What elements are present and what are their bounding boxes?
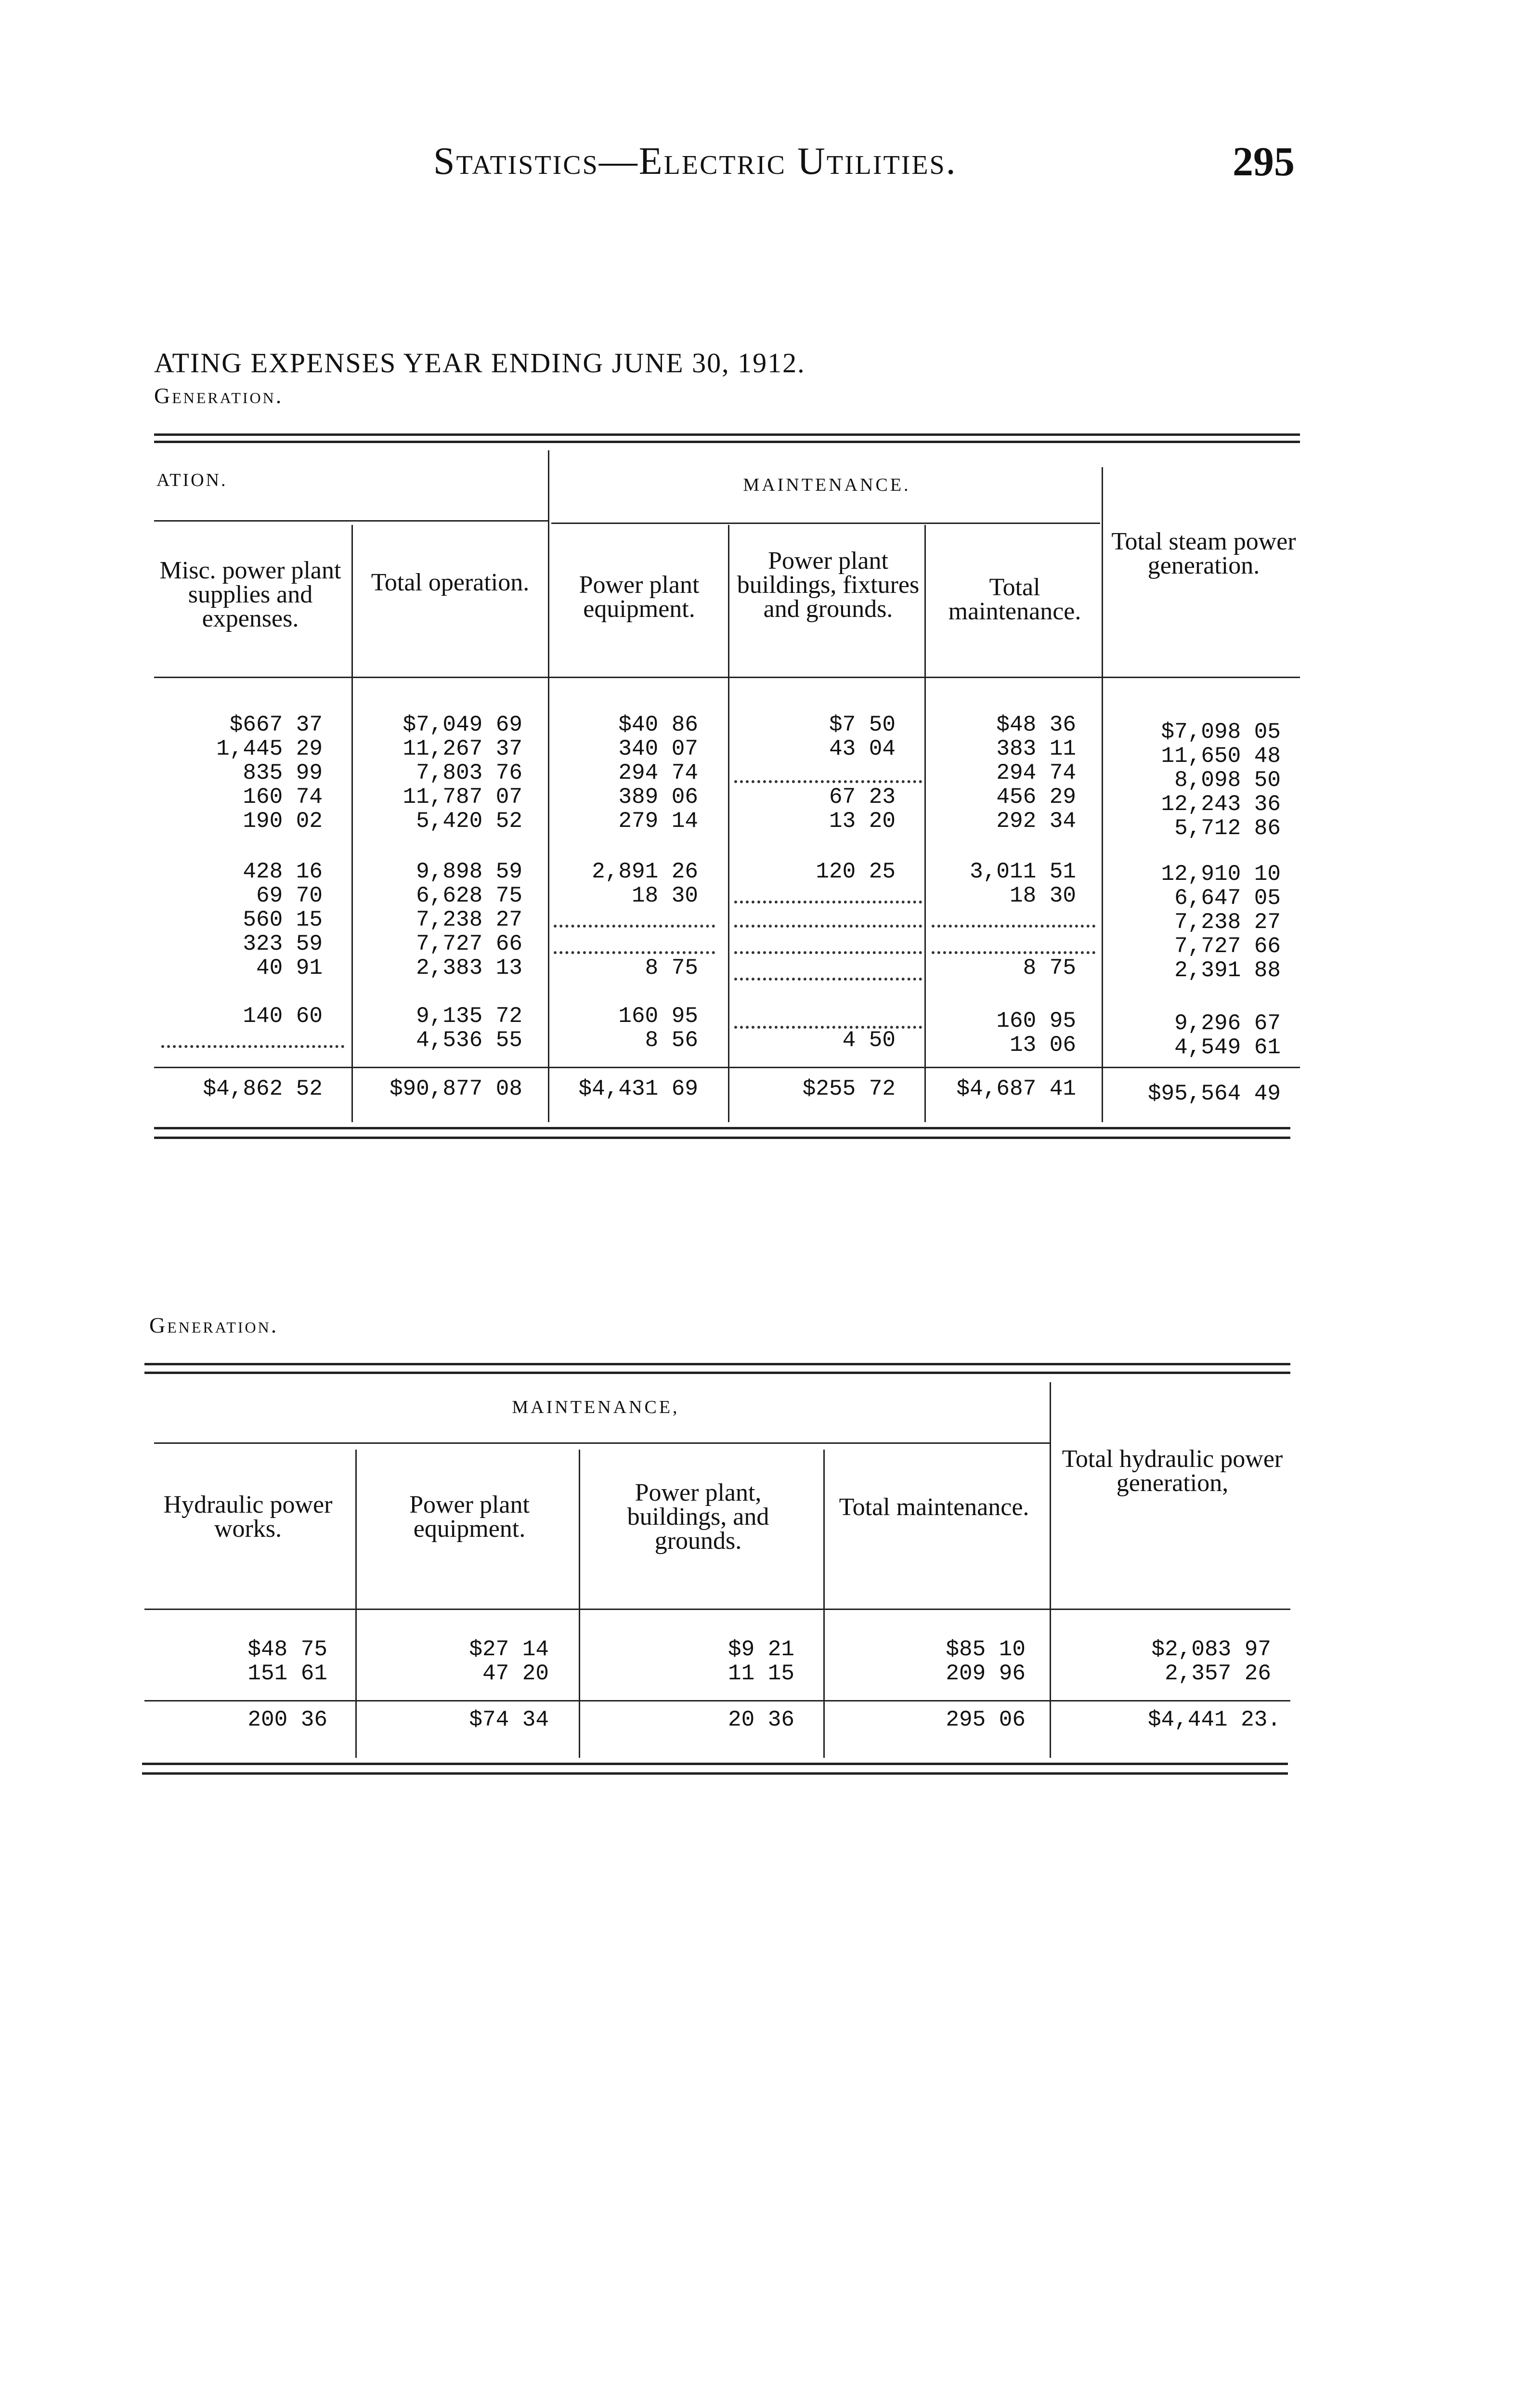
col-header-total-operation: Total operation. (371, 569, 530, 596)
t2-total-pp-equipment: $74 34 (469, 1707, 549, 1732)
t1-total-misc: $4,862 52 (203, 1076, 323, 1101)
col-header-misc: Misc. power plant supplies and expenses. (159, 557, 341, 632)
t1-g2-total-maint: 3,011 51 18 30 8 75 (970, 859, 1076, 981)
t2-total-total-maint: 295 06 (946, 1707, 1026, 1732)
t1-g3-pp-equipment: 160 95 8 56 (618, 1004, 698, 1053)
t1-g2-pp-buildings: 120 25 (816, 859, 896, 884)
t2-col-header-total-maint: Total maintenance. (839, 1493, 1029, 1521)
table1-subtitle: Generation. (154, 383, 284, 408)
t1-g2-pp-equipment: 2,891 26 18 30 8 75 (592, 859, 698, 981)
group-header-maintenance: MAINTENANCE. (743, 475, 911, 495)
t1-g1-pp-equipment: $40 86 340 07 294 74 389 06 279 14 (618, 712, 698, 834)
col-header-pp-equipment: Power plant equipment. (579, 571, 700, 623)
t2-col-header-total-hydraulic: Total hydraulic power generation, (1062, 1445, 1283, 1497)
t1-g3-total-operation: 9,135 72 4,536 55 (416, 1004, 522, 1053)
t2-col-header-hydraulic-works: Hydraulic power works. (163, 1491, 333, 1543)
group-header-maintenance-2: MAINTENANCE, (512, 1397, 680, 1417)
t2-col-header-pp-buildings: Power plant, buildings, and grounds. (627, 1479, 769, 1555)
t1-g1-total-maint: $48 36 383 11 294 74 456 29 292 34 (996, 712, 1076, 834)
t2-total-hydraulic: $2,083 97 2,357 26 (1151, 1637, 1271, 1686)
t2-total-total-hydraulic: $4,441 23. (1147, 1707, 1281, 1732)
t1-g2-total-steam: 12,910 10 6,647 05 7,238 27 7,727 66 2,391 88 (1161, 862, 1281, 983)
t1-total-pp-equipment: $4,431 69 (578, 1076, 698, 1101)
t1-g3-total-maint: 160 95 13 06 (996, 1008, 1076, 1058)
group-header-operation: ATION. (156, 470, 228, 490)
col-header-pp-buildings: Power plant buildings, fixtures and grounds. (737, 547, 920, 623)
t2-hydraulic-works: $48 75 151 61 (247, 1637, 327, 1686)
t1-g2-misc: 428 16 69 70 560 15 323 59 40 91 (243, 859, 323, 981)
t1-total-pp-buildings: $255 72 (802, 1076, 896, 1101)
t2-total-pp-buildings: 20 36 (728, 1707, 794, 1732)
t2-pp-buildings: $9 21 11 15 (728, 1637, 794, 1686)
t2-total-hydraulic-works: 200 36 (247, 1707, 327, 1732)
t1-total-operation: $90,877 08 (389, 1076, 522, 1101)
t2-col-header-pp-equipment: Power plant equipment. (409, 1491, 530, 1543)
t1-g3-total-steam: 9,296 67 4,549 61 (1174, 1011, 1281, 1060)
t1-g3-misc: 140 60 (243, 1004, 323, 1029)
t1-g1-total-steam: $7,098 05 11,650 48 8,098 50 12,243 36 5,712 86 (1161, 720, 1281, 841)
table1-title: ATING EXPENSES YEAR ENDING JUNE 30, 1912. (154, 347, 805, 379)
col-header-total-maint: Total maintenance. (948, 574, 1081, 625)
table2-subtitle: Generation. (149, 1313, 279, 1337)
t1-g1-total-operation: $7,049 69 11,267 37 7,803 76 11,787 07 5,420 52 (403, 712, 522, 834)
t2-pp-equipment: $27 14 47 20 (469, 1637, 549, 1686)
t1-total-steam: $95,564 49 (1147, 1081, 1281, 1106)
t1-g2-total-operation: 9,898 59 6,628 75 7,238 27 7,727 66 2,383 13 (416, 859, 522, 981)
t1-total-maint: $4,687 41 (956, 1076, 1076, 1101)
t1-g1-pp-buildings: $7 50 43 04 67 23 13 20 (829, 712, 896, 834)
running-title: Statistics—Electric Utilities. (433, 140, 957, 183)
page-number: 295 (1233, 138, 1295, 184)
t2-total-maint: $85 10 209 96 (946, 1637, 1026, 1686)
t1-g1-misc: $667 37 1,445 29 835 99 160 74 190 02 (216, 712, 323, 834)
t1-g3-pp-buildings: 4 50 (842, 1028, 896, 1053)
col-header-total-steam: Total steam power generation. (1111, 528, 1296, 579)
